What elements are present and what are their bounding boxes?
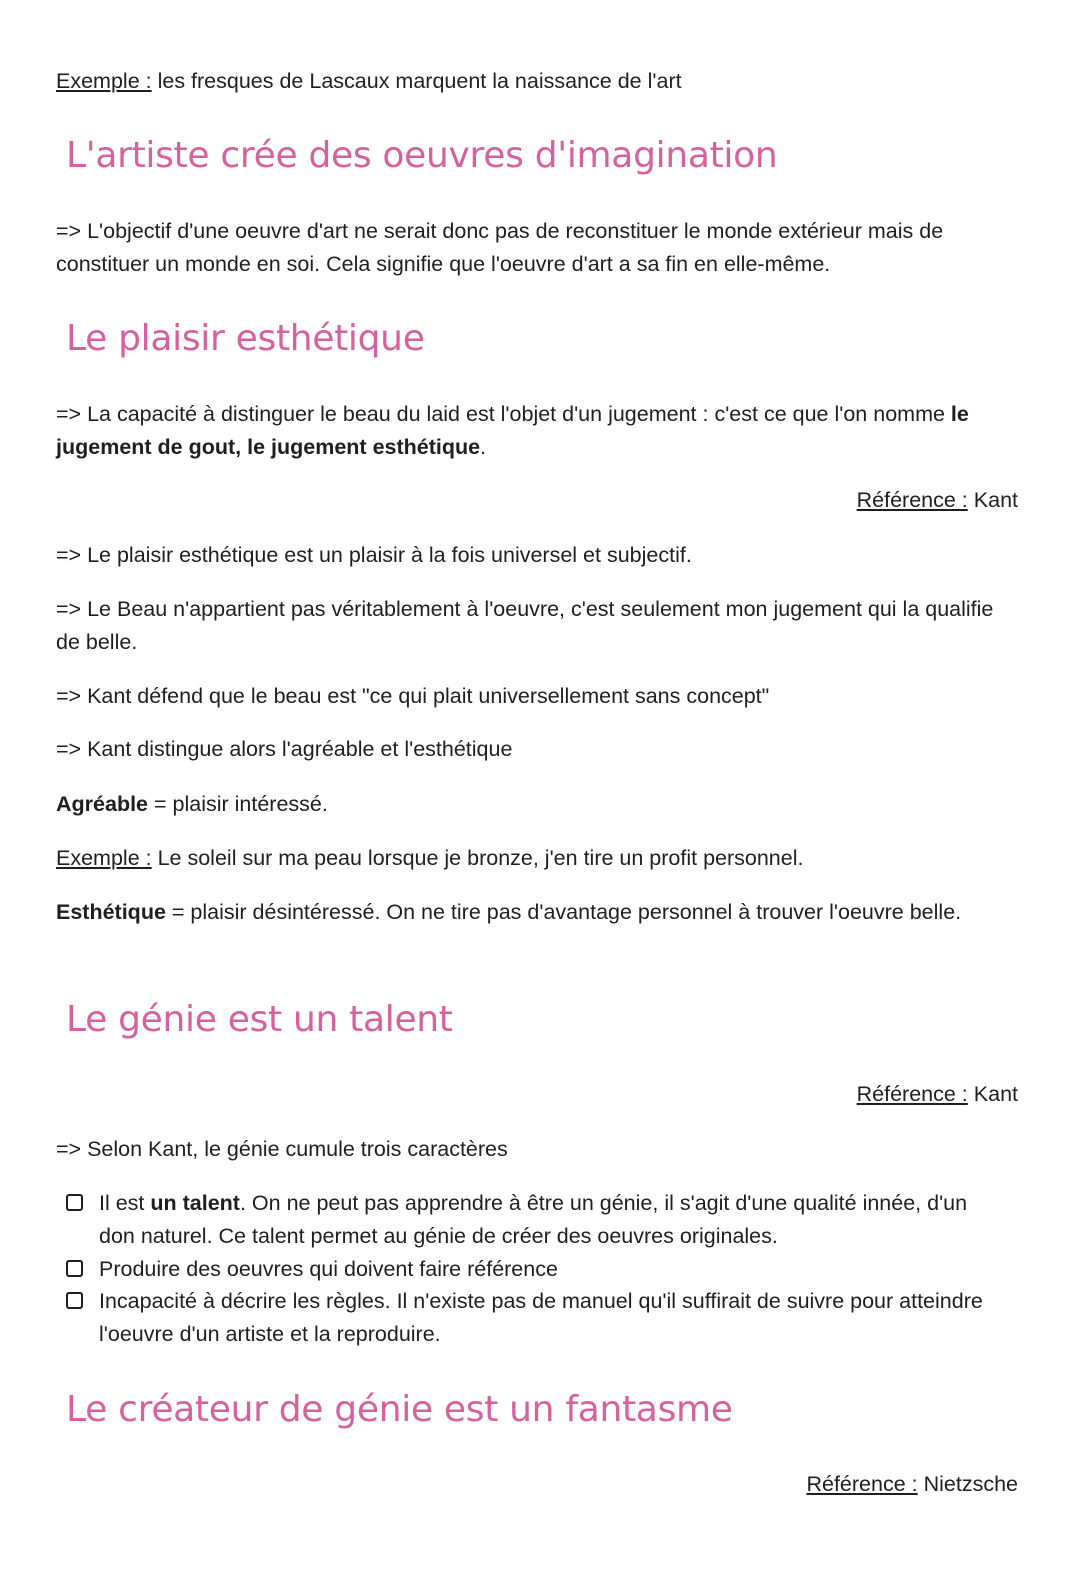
checklist-item-text: Incapacité à décrire les règles. Il n'existe pas de manuel qu'il suffirait de suivre pour atteindre l'oeuvre d'un artiste et la reproduire. xyxy=(99,1289,983,1346)
heading-imagination: L'artiste crée des oeuvres d'imagination xyxy=(66,135,778,176)
jugement-text: => La capacité à distinguer le beau du laid est l'objet d'un jugement : c'est ce que l'on nomme xyxy=(56,402,951,426)
jugement-esthetique-term: le jugement esthétique xyxy=(247,435,481,459)
reference-kant-2 xyxy=(857,1078,1018,1111)
reference-name: Kant xyxy=(967,1082,1018,1106)
example-lascaux xyxy=(56,65,1018,98)
paragraph-imagination: => L'objectif d'une oeuvre d'art ne serait donc pas de reconstituer le monde extérieur mais de constituer un monde en soi. Cela signifie que l'oeuvre d'art a sa fin en elle-même. xyxy=(56,219,944,276)
item-text-post: . On ne peut pas apprendre à être un génie, il s'agit d'une qualité innée, d'un don naturel. Ce talent permet au génie de créer des oeuvres originales. xyxy=(99,1191,968,1248)
reference-nietzsche xyxy=(806,1468,1018,1501)
paragraph-kant-defend: => Kant défend que le beau est "ce qui plait universellement sans concept" xyxy=(56,684,770,708)
paragraph-beau: => Le Beau n'appartient pas véritablement à l'oeuvre, c'est seulement mon jugement qui la qualifie de belle. xyxy=(56,597,994,654)
paragraph-kant-distingue: => Kant distingue alors l'agréable et l'esthétique xyxy=(56,737,513,761)
agreable-term: Agréable xyxy=(56,792,149,816)
item-bold-term: un talent xyxy=(150,1191,240,1215)
checkbox-icon[interactable] xyxy=(66,1260,83,1277)
paragraph-genie-intro: => Selon Kant, le génie cumule trois caractères xyxy=(56,1137,508,1161)
checkbox-icon[interactable] xyxy=(66,1292,83,1309)
heading-plaisir-esthetique: Le plaisir esthétique xyxy=(66,318,425,359)
example-soleil xyxy=(56,842,1018,875)
reference-label: Référence : xyxy=(856,488,968,512)
paragraph-jugement xyxy=(56,398,1018,464)
heading-createur-fantasme: Le créateur de génie est un fantasme xyxy=(66,1389,733,1430)
checklist-item-text xyxy=(99,1187,999,1253)
reference-label: Référence : xyxy=(856,1082,968,1106)
definition-agreable xyxy=(56,788,1018,821)
reference-kant-1 xyxy=(857,484,1018,517)
example-text: Le soleil sur ma peau lorsque je bronze, j'en tire un profit personnel. xyxy=(151,846,804,870)
heading-genie-talent: Le génie est un talent xyxy=(66,999,453,1040)
paragraph-universel: => Le plaisir esthétique est un plaisir à la fois universel et subjectif. xyxy=(56,543,692,567)
jugement-gout-term: le jugement de gout xyxy=(56,402,969,459)
example-text: les fresques de Lascaux marquent la naissance de l'art xyxy=(151,69,682,93)
jugement-separator: , xyxy=(235,435,248,459)
reference-name: Nietzsche xyxy=(917,1472,1018,1496)
agreable-definition: = plaisir intéressé. xyxy=(148,792,328,816)
reference-label: Référence : xyxy=(806,1472,918,1496)
example-label: Exemple : xyxy=(56,69,152,93)
checkbox-icon[interactable] xyxy=(66,1194,83,1211)
esthetique-term: Esthétique xyxy=(56,900,166,924)
checklist-item-text: Produire des oeuvres qui doivent faire référence xyxy=(99,1257,558,1281)
item-text-pre: Il est xyxy=(99,1191,151,1215)
esthetique-definition: = plaisir désintéressé. On ne tire pas d'avantage personnel à trouver l'oeuvre belle. xyxy=(165,900,962,924)
reference-name: Kant xyxy=(967,488,1018,512)
definition-esthetique xyxy=(56,896,1018,929)
example-label: Exemple : xyxy=(56,846,152,870)
jugement-end: . xyxy=(480,435,487,459)
